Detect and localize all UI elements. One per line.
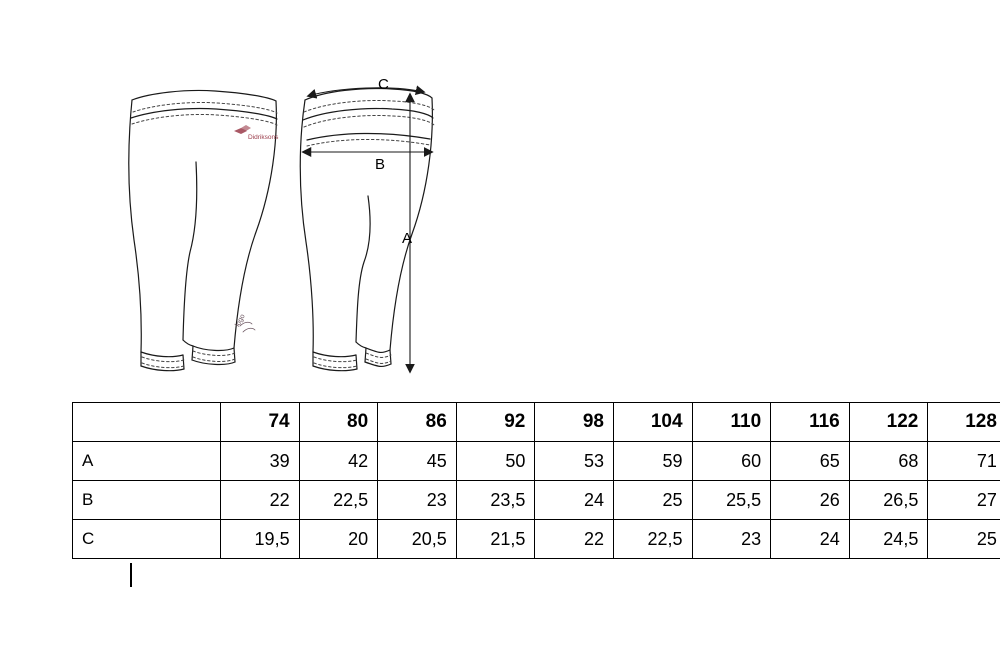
- table-cell: 42: [299, 442, 378, 481]
- table-cell: 20: [299, 520, 378, 559]
- svg-text:Didriksons: Didriksons: [248, 134, 279, 141]
- table-cell: 45: [378, 442, 457, 481]
- table-cell: 23,5: [456, 481, 535, 520]
- table-cell: 50: [456, 442, 535, 481]
- table-cell: 22,5: [613, 520, 692, 559]
- size-column-header: 116: [771, 403, 850, 442]
- table-cell: 21,5: [456, 520, 535, 559]
- table-cell: 22: [535, 520, 614, 559]
- table-footer-tick: [130, 563, 132, 587]
- table-cell: 25,5: [692, 481, 771, 520]
- table-corner-cell: [73, 403, 221, 442]
- table-cell: 26: [771, 481, 850, 520]
- table-row: [73, 481, 1000, 520]
- table-cell: 65: [771, 442, 850, 481]
- measure-label-b: B: [375, 156, 386, 173]
- table-cell: 23: [692, 520, 771, 559]
- size-column-header: 86: [378, 403, 457, 442]
- row-label-a: A: [73, 442, 221, 481]
- measure-label-c: C: [378, 76, 389, 93]
- size-column-header: 98: [535, 403, 614, 442]
- table-header-row: [73, 403, 1000, 442]
- row-label-c: C: [73, 520, 221, 559]
- table-cell: 27: [928, 481, 1000, 520]
- front-view: [129, 90, 277, 370]
- table-cell: 68: [849, 442, 928, 481]
- size-column-header: 80: [299, 403, 378, 442]
- size-column-header: 92: [456, 403, 535, 442]
- size-column-header: 110: [692, 403, 771, 442]
- table-cell: 24: [771, 520, 850, 559]
- table-row: [73, 442, 1000, 481]
- table-cell: 71: [928, 442, 1000, 481]
- back-stitching: [304, 100, 434, 367]
- table-cell: 25: [613, 481, 692, 520]
- table-cell: 22,5: [299, 481, 378, 520]
- table-row: [73, 520, 1000, 559]
- size-column-header: 128: [928, 403, 1000, 442]
- size-column-header: 122: [849, 403, 928, 442]
- table-cell: 39: [221, 442, 300, 481]
- table-cell: 59: [613, 442, 692, 481]
- table-cell: 26,5: [849, 481, 928, 520]
- table-cell: 25: [928, 520, 1000, 559]
- table-cell: 22: [221, 481, 300, 520]
- measure-label-a: A: [402, 230, 413, 247]
- size-chart: [72, 402, 997, 559]
- back-view: [300, 88, 433, 370]
- table-cell: 24: [535, 481, 614, 520]
- table-cell: 20,5: [378, 520, 457, 559]
- brand-mark-waist: [234, 125, 279, 141]
- svg-text:logo: logo: [234, 313, 247, 329]
- table-cell: 19,5: [221, 520, 300, 559]
- size-column-header: 74: [221, 403, 300, 442]
- table-cell: 60: [692, 442, 771, 481]
- size-column-header: 104: [613, 403, 692, 442]
- table-cell: 23: [378, 481, 457, 520]
- size-table: [72, 402, 1000, 559]
- table-cell: 53: [535, 442, 614, 481]
- table-cell: 24,5: [849, 520, 928, 559]
- row-label-b: B: [73, 481, 221, 520]
